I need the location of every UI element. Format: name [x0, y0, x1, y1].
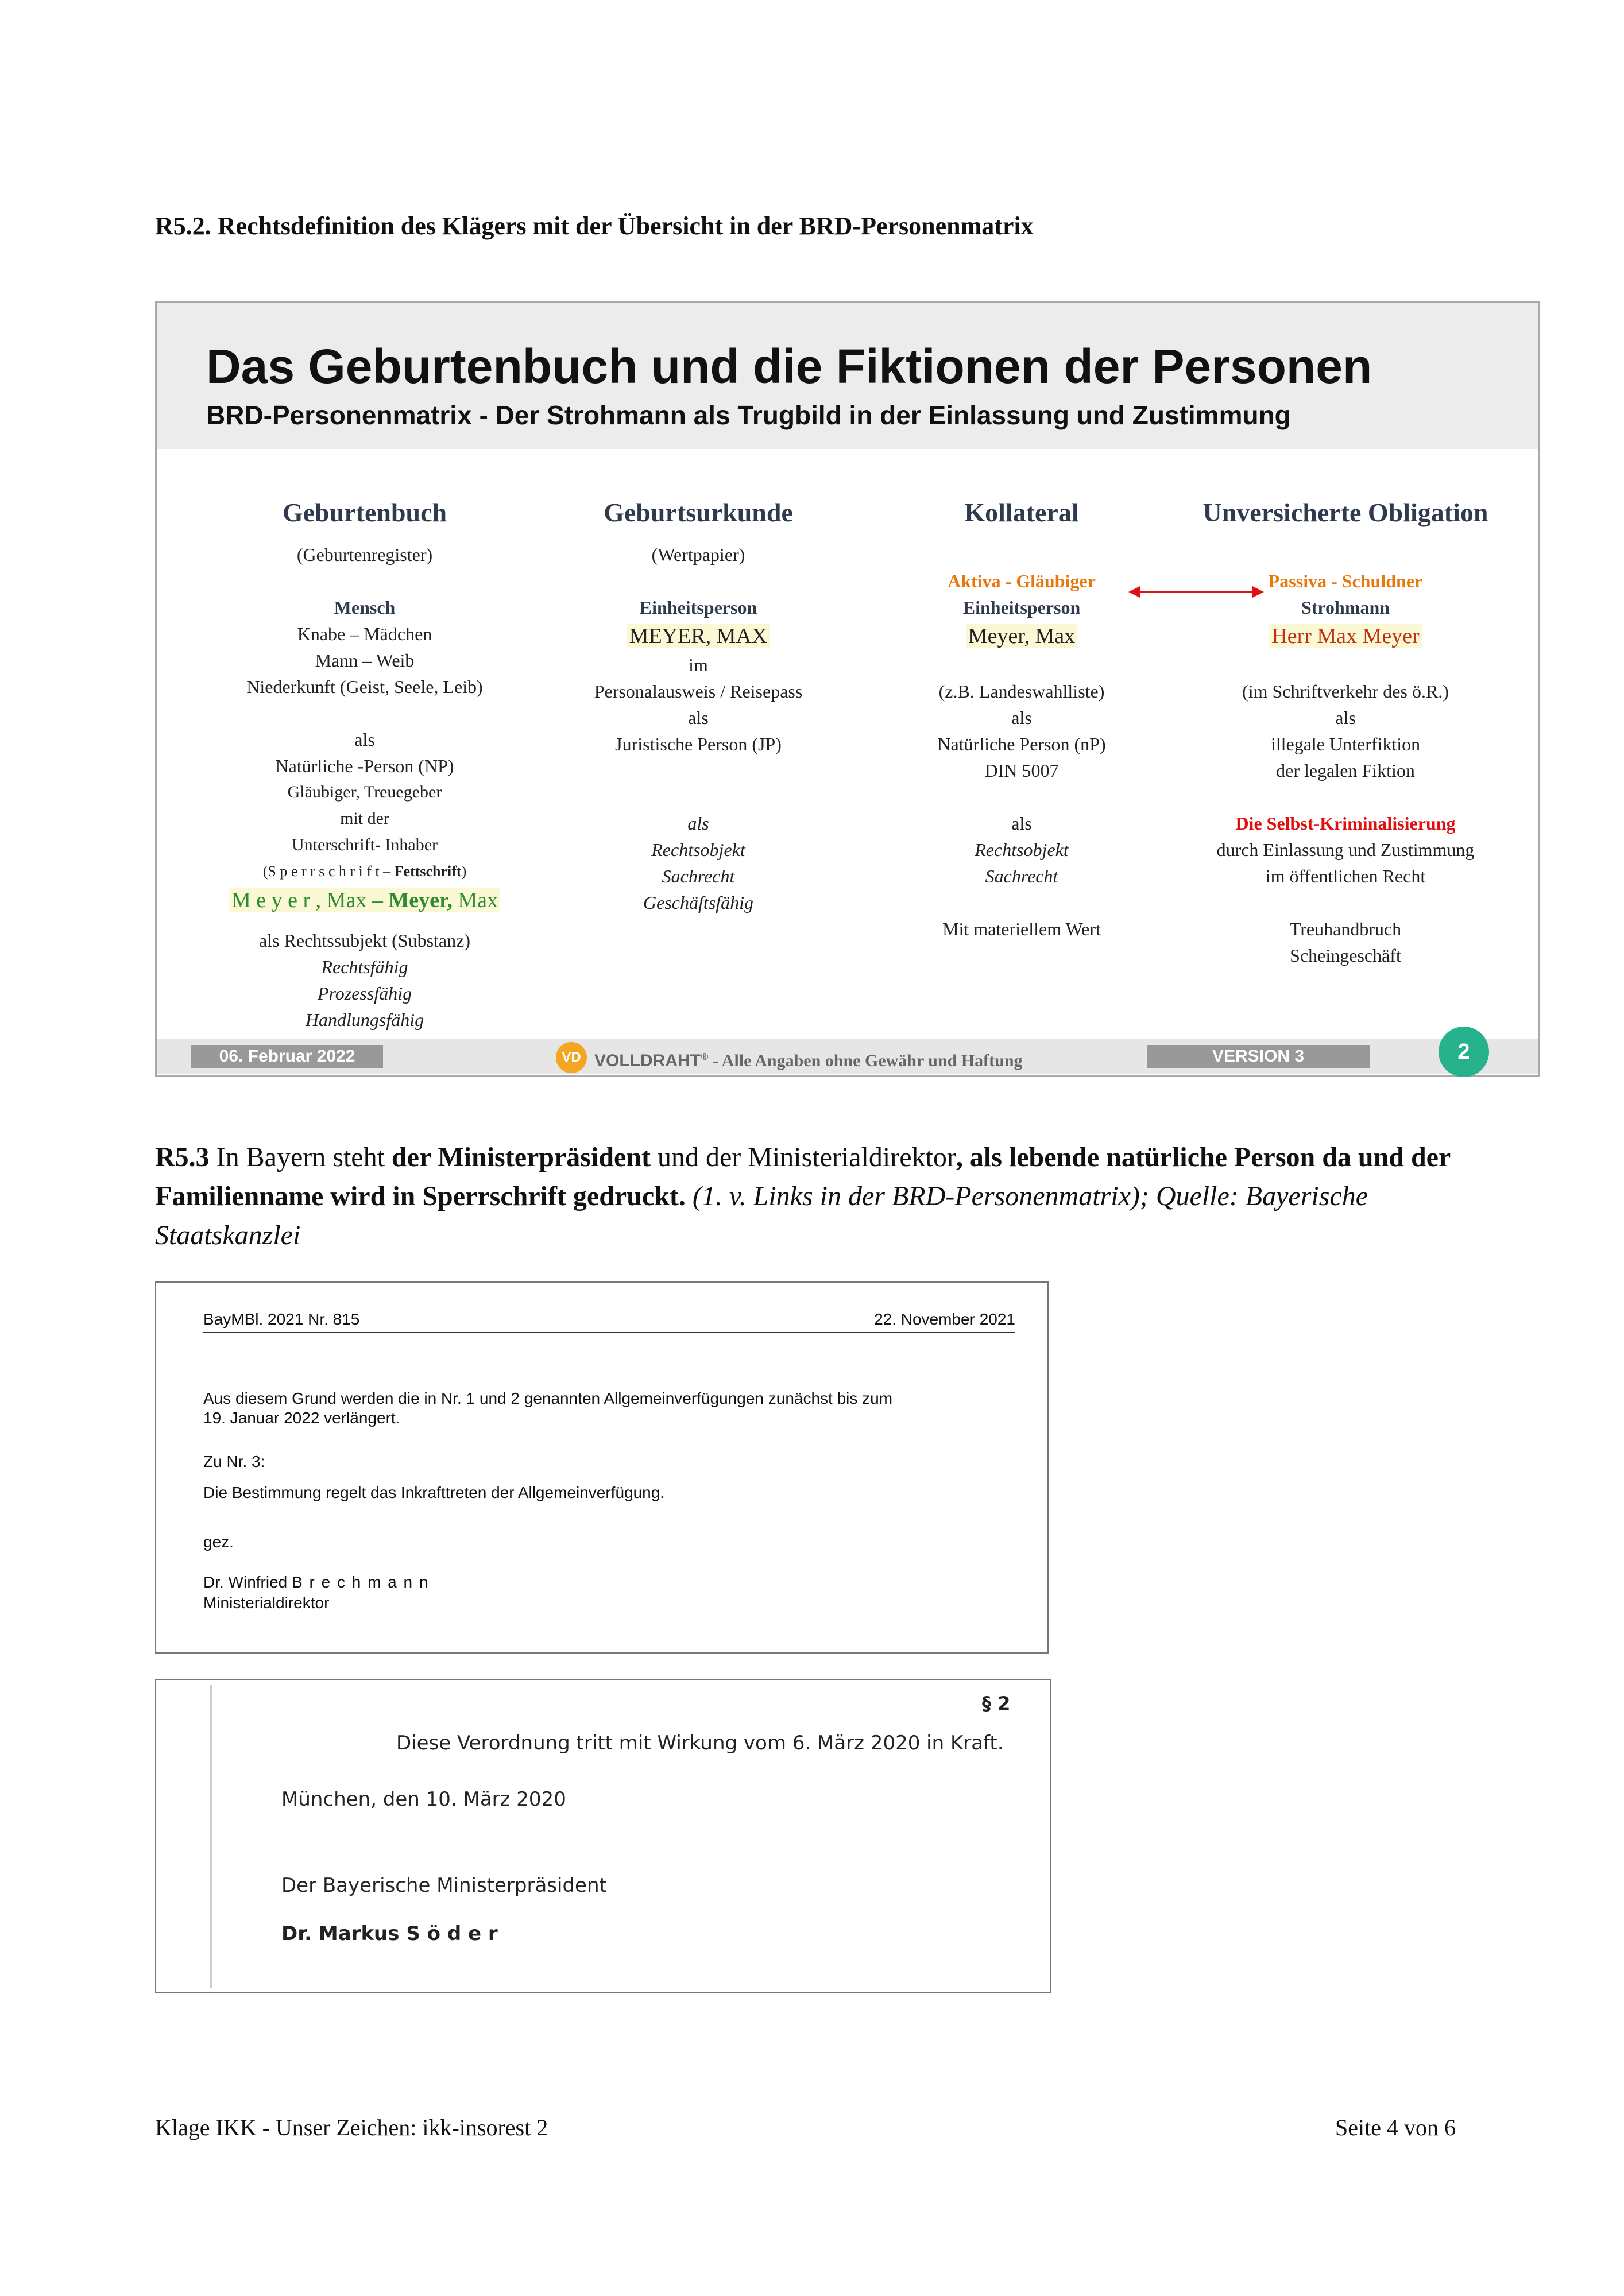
- column-line: Einheitsperson: [639, 597, 757, 618]
- brand-name: VOLLDRAHT: [594, 1051, 701, 1070]
- column-title: Unversicherte Obligation: [1202, 498, 1488, 527]
- column-line: illegale Unterfiktion: [1270, 734, 1421, 754]
- slide-version-badge: VERSION 3: [1147, 1045, 1370, 1068]
- column-line-warning: Die Selbst-Kriminalisierung: [1235, 813, 1456, 834]
- column-line: Rechtsobjekt: [651, 839, 745, 860]
- text-run-italic: (1. v. Links in der BRD-Personenmatrix); Quelle: Bayerische Staatskanzlei: [155, 1181, 1368, 1250]
- column-line: Niederkunft (Geist, Seele, Leib): [246, 676, 483, 697]
- column-line: Natürliche -Person (NP): [275, 756, 454, 776]
- matrix-column-obligation: [1185, 495, 1506, 969]
- baymbl-text: Aus diesem Grund werden die in Nr. 1 und 2 genannten Allgemeinverfügungen zunächst bis zum: [203, 1389, 893, 1407]
- baymbl-text: gez.: [203, 1533, 234, 1551]
- column-line: Rechtsfähig: [321, 957, 408, 977]
- column-line-sperrschrift: [204, 858, 525, 885]
- registered-mark: ®: [700, 1051, 709, 1062]
- column-line: im: [689, 655, 708, 675]
- column-line: als Rechtssubjekt (Substanz): [259, 930, 470, 951]
- baymbl-date: 22. November 2021: [874, 1310, 1015, 1328]
- column-line: Mensch: [334, 597, 396, 618]
- text-run: und der Ministerialdirektor: [651, 1142, 956, 1172]
- name-normal: Meyer, Max: [966, 624, 1077, 648]
- sperrschrift-label: (S p e r r s c h r i f t –: [262, 863, 395, 880]
- name-caps: MEYER, MAX: [627, 624, 770, 648]
- column-title: Geburtsurkunde: [604, 498, 793, 527]
- column-line: Strohmann: [1301, 597, 1390, 618]
- column-line: Einheitsperson: [962, 597, 1081, 618]
- column-line: Juristische Person (JP): [615, 734, 782, 754]
- column-line: mit der: [340, 809, 389, 828]
- column-title: Geburtenbuch: [282, 498, 447, 527]
- slide-date-badge: 06. Februar 2022: [191, 1045, 383, 1068]
- disclaimer-text: - Alle Angaben ohne Gewähr und Haftung: [708, 1051, 1023, 1070]
- baymbl-text: Zu Nr. 3:: [203, 1453, 265, 1470]
- column-line: der legalen Fiktion: [1276, 760, 1415, 781]
- baymbl-signatory: [203, 1573, 429, 1592]
- column-line: DIN 5007: [984, 760, 1059, 781]
- column-line: Prozessfähig: [317, 983, 412, 1004]
- double-arrow-icon: [1127, 583, 1265, 601]
- header-rule: [203, 1332, 1015, 1333]
- column-line: (z.B. Landeswahlliste): [938, 681, 1105, 702]
- column-line: im öffentlichen Recht: [1265, 866, 1426, 886]
- personenmatrix-slide: [155, 301, 1540, 1077]
- column-line: als: [687, 813, 709, 834]
- baymbl-text: 19. Januar 2022 verlängert.: [203, 1409, 400, 1427]
- verordnung-excerpt: [155, 1679, 1051, 1993]
- text-run-bold: der Ministerpräsident: [391, 1142, 651, 1172]
- column-line: Geschäftsfähig: [643, 892, 753, 913]
- column-line: Mit materiellem Wert: [942, 919, 1101, 939]
- bracket-close: ): [461, 863, 467, 880]
- column-line: Sachrecht: [662, 866, 735, 886]
- name-herr: Herr Max Meyer: [1269, 624, 1421, 648]
- column-line: Mann – Weib: [315, 650, 415, 671]
- column-line: Treuhandbruch: [1289, 919, 1402, 939]
- section-heading-r52: R5.2. Rechtsdefinition des Klägers mit der Übersicht in der BRD-Personenmatrix: [155, 212, 1034, 240]
- column-line: durch Einlassung und Zustimmung: [1216, 839, 1475, 860]
- margin-line: [210, 1685, 212, 1988]
- baymbl-excerpt: [155, 1281, 1049, 1654]
- passiva-label: Passiva - Schuldner: [1268, 571, 1423, 591]
- name-sperrschrift: M e y e r , Max –: [231, 888, 389, 912]
- page-footer-pagenumber: Seite 4 von 6: [1335, 2115, 1456, 2140]
- text-run: In Bayern steht: [209, 1142, 392, 1172]
- column-line: als: [1011, 707, 1032, 728]
- name-first: Max: [452, 888, 498, 912]
- name-highlight: [538, 621, 859, 652]
- name-highlight: [861, 621, 1182, 652]
- column-line: Handlungsfähig: [305, 1009, 424, 1030]
- baymbl-signatory-title: Ministerialdirektor: [203, 1594, 330, 1612]
- fettschrift-label: Fettschrift: [394, 863, 462, 880]
- verordnung-signatory: Dr. Markus S ö d e r: [281, 1922, 498, 1945]
- column-line: (im Schriftverkehr des ö.R.): [1242, 681, 1449, 702]
- paragraph-number: § 2: [982, 1693, 1011, 1714]
- column-line: Sachrecht: [985, 866, 1058, 886]
- baymbl-text: Die Bestimmung regelt das Inkrafttreten der Allgemeinverfügung.: [203, 1484, 665, 1501]
- name-bold: Meyer,: [388, 888, 453, 912]
- matrix-column-kollateral: [861, 495, 1182, 942]
- column-subtitle: (Geburtenregister): [296, 544, 433, 565]
- baymbl-issue: BayMBl. 2021 Nr. 815: [203, 1310, 360, 1328]
- aktiva-label: Aktiva - Gläubiger: [948, 571, 1096, 591]
- matrix-column-geburtsurkunde: [538, 495, 859, 916]
- column-line: als: [688, 707, 709, 728]
- slide-subtitle: BRD-Personenmatrix - Der Strohmann als Trugbild in der Einlassung und Zustimmung: [206, 400, 1291, 430]
- section-paragraph-r53: [155, 1138, 1505, 1255]
- section-label: R5.3: [155, 1142, 210, 1172]
- column-line: Rechtsobjekt: [975, 839, 1069, 860]
- column-title: Kollateral: [964, 498, 1079, 527]
- slide-disclaimer: [594, 1045, 1023, 1073]
- text-run-bold: , als lebende natürliche Person da und der Familienname wird in Sperrschrift gedruckt.: [155, 1142, 1451, 1211]
- column-line: Scheingeschäft: [1290, 945, 1401, 966]
- column-line: als: [1335, 707, 1356, 728]
- column-line: als: [1011, 813, 1032, 834]
- signatory-surname: B r e c h m a n n: [292, 1573, 430, 1591]
- volldraht-logo: VD: [556, 1042, 587, 1073]
- column-line: als: [354, 729, 375, 750]
- verordnung-text: Diese Verordnung tritt mit Wirkung vom 6. März 2020 in Kraft.: [396, 1732, 1004, 1755]
- name-highlight: [204, 885, 525, 916]
- slide-page-number: 2: [1439, 1027, 1489, 1077]
- verordnung-place-date: München, den 10. März 2020: [281, 1788, 566, 1811]
- matrix-column-geburtenbuch: [204, 495, 525, 1033]
- column-line: Unterschrift- Inhaber: [291, 835, 438, 854]
- signatory-first: Dr. Winfried: [203, 1573, 292, 1591]
- page-footer-reference: Klage IKK - Unser Zeichen: ikk-insorest 2: [155, 2115, 548, 2140]
- column-line: Natürliche Person (nP): [937, 734, 1106, 754]
- column-subtitle: (Wertpapier): [651, 544, 745, 565]
- verordnung-office: Der Bayerische Ministerpräsident: [281, 1874, 607, 1897]
- name-highlight: [1185, 621, 1506, 652]
- slide-title: Das Geburtenbuch und die Fiktionen der Personen: [206, 339, 1372, 393]
- column-line: Knabe – Mädchen: [297, 624, 432, 644]
- column-line: Personalausweis / Reisepass: [594, 681, 803, 702]
- column-line: Gläubiger, Treuegeber: [287, 783, 442, 802]
